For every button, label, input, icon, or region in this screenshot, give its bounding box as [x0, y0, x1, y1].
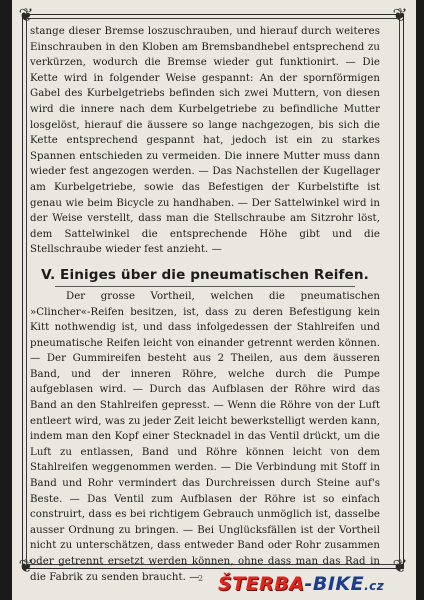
- watermark-bike: -BIKE: [304, 573, 365, 595]
- corner-ornament-icon: ❦: [392, 556, 408, 577]
- section-heading: V. Einiges über die pneumatischen Reifen.: [41, 266, 369, 283]
- book-page: [12, 0, 416, 600]
- page-number: 2: [198, 574, 204, 583]
- heading-rule: [55, 286, 355, 287]
- corner-ornament-icon: ❦: [18, 5, 34, 26]
- watermark-domain: .cz: [364, 579, 385, 593]
- corner-ornament-icon: ❦: [392, 5, 408, 26]
- sterba-bike-watermark: [218, 572, 384, 596]
- paragraph-brake-chain: stange dieser Bremse loszuschrauben, und hierauf durch weiteres Einschrauben in den Kloben am Bremsbandhebel entsprechend zu verkürzen, wodurch die Bremse wieder gut funktionirt. — Die Kette wird in folgender Weise gespannt: An der spornförmigen Gabel des Kurbelgetriebs befinden sich zwei Muttern, von diesen wird die innere nach dem Kurbelgetriebe zu befindliche Mutter losgelöst, hierauf die äussere so lange nachgezogen, bis sich die Kette entsprechend gespannt hat, jedoch ist ein zu starkes Spannen entschieden zu vermeiden. Die innere Mutter muss dann wieder fest angezogen werden. — Das Nachstellen der Kugellager am Kurbelgetriebe, sowie das Befestigen der Kurbelstifte ist genau wie beim Bicycle zu handhaben. — Der Sattelwinkel wird in der Weise verstellt, dass man die Stellschraube am Sitzrohr löst, dem Sattelwinkel die entsprechende Höhe gibt und die Stellschraube wieder fest anzieht. —: [30, 26, 380, 256]
- paragraph-pneumatic-tyres: Der grosse Vortheil, welchen die pneumatischen »Clincher«-Reifen besitzen, ist, dass zu deren Befestigung kein Kitt nothwendig ist, und dass infolgedessen der Stahlreifen und pneumatische Reifen leicht von einander getrennt werden können. — Der Gummireifen besteht aus 2 Theilen, aus dem äusseren Band, und der inneren Röhre, welche durch die Pumpe aufgeblasen wird. — Durch das Aufblasen der Röhre wird das Band an den Stahlreifen gepresst. — Wenn die Röhre von der Luft entleert wird, was zu jeder Zeit leicht bewerkstelligt werden kann, indem man den Kopf einer Stecknadel in das Ventil drückt, um die Luft zu entlassen, Band und Röhre können leicht von dem Stahlreifen weggenommen werden. — Die Verbindung mit Stoff in Band und Rohr vermindert das Durchreissen durch Steine auf's Beste. — Das Ventil zum Aufblasen der Röhre ist so einfach construirt, dass es bei richtigem Gebrauch unmöglich ist, dasselbe ausser Ordnung zu bringen. — Bei Unglücksfällen ist der Vortheil nicht zu unterschätzen, dass entweder Band oder Rohr zusammen oder getrennt ersetzt werden können, ohne dass man das Rad in die Fabrik zu senden braucht. —: [30, 290, 380, 583]
- watermark-sterba: ŠTERBA: [218, 573, 305, 595]
- corner-ornament-icon: ❦: [18, 556, 34, 577]
- page-text: [30, 24, 380, 585]
